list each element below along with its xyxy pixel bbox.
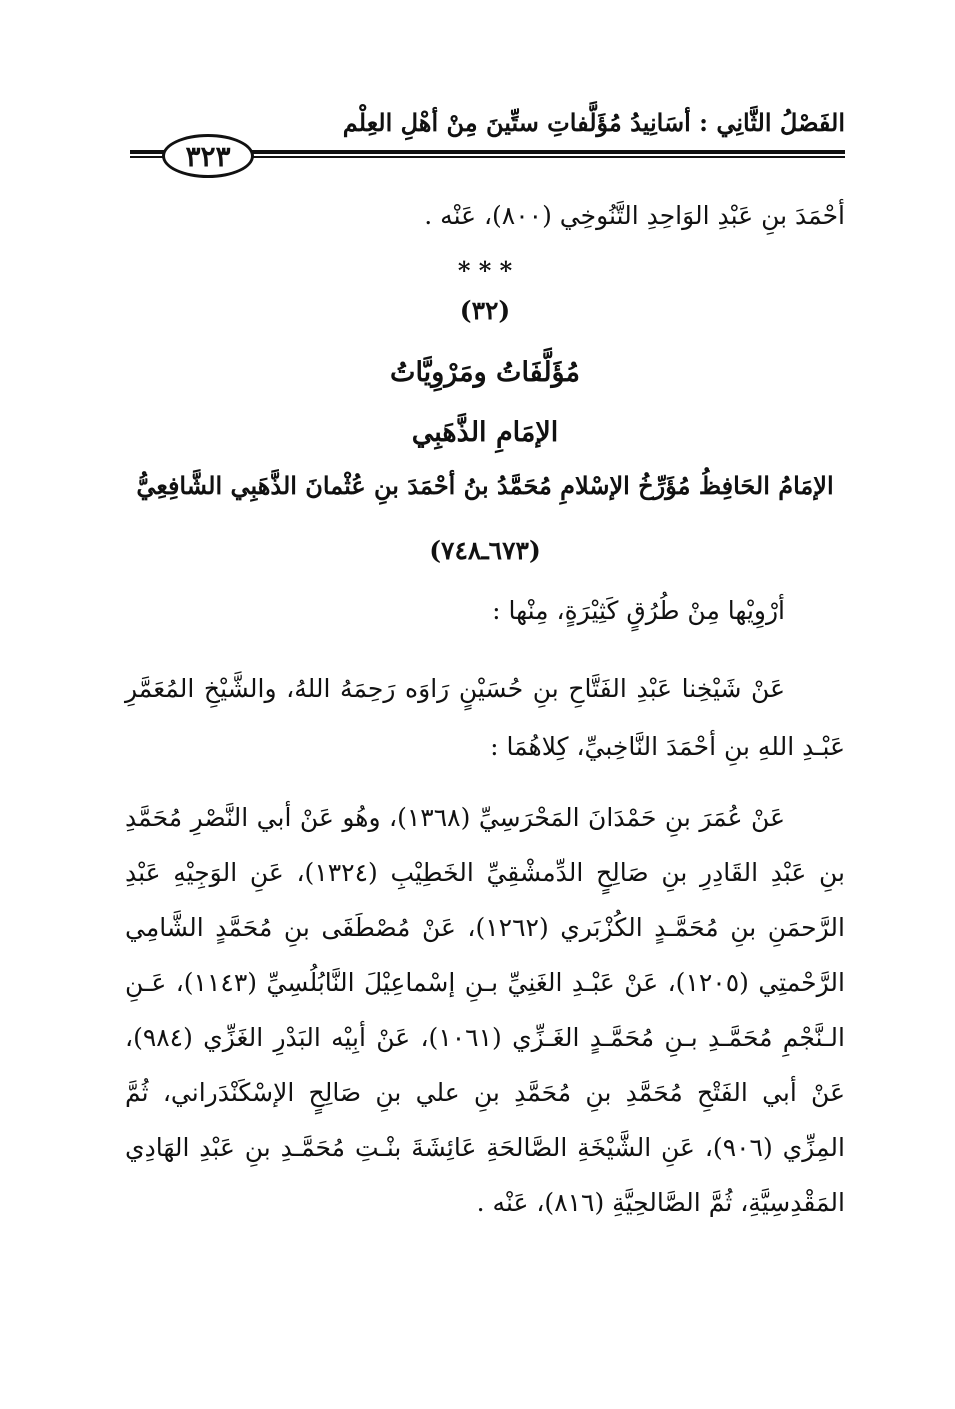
section-number: (٣٢) — [459, 296, 511, 325]
dates: (٦٧٣ـ٧٤٨) — [429, 536, 541, 565]
intro-line — [125, 595, 845, 628]
separator: * * * — [457, 256, 513, 285]
section-title-line1: مُؤَلَّفَاتُ ومَرْوِيَّاتُ — [390, 357, 580, 388]
intro-text: أرْوِيْها مِنْ طُرُقٍ كَثِيْرَةٍ، مِنْها : — [492, 596, 785, 625]
paragraph-1: عَنْ شَيْخِنا عَبْدِ الفَتَّاحِ بنِ حُسَيْنٍ رَاوَه رَحِمَهُ اللهُ، والشَّيْخِ المُعَمَّرِ عَبْـدِ اللهِ بنِ أحْمَدَ النَّاخِبيِّ، كِلاهُمَا : — [125, 674, 845, 761]
paragraph-2: عَنْ عُمَرَ بنِ حَمْدَانَ المَحْرَسِيِّ (١٣٦٨)، وهُو عَنْ أبي النَّصْرِ مُحَمَّدِ بنِ عَبْدِ القَادِرِ بنِ صَالِحٍ الدِّمشْقِيِّ الخَطِيْبِ (١٣٢٤)، عَنِ الوَجِيْهِ عَبْدِ الرَّحمَنِ بنِ مُحَمَّـدٍ الكُزْبَري (١٢٦٢)، عَنْ مُصْطَفَى بنِ مُحَمَّدٍ الشَّامِي الرَّحْمتِي (١٢٠٥)، عَنْ عَبْـدِ الغَنِيِّ بـنِ إسْماعِيْلَ النَّابُلُسِيِّ (١١٤٣)، عَـنِ الـنَّجْمِ مُحَمَّـدِ بـنِ مُحَمَّـدٍ الغَـزِّي (١٠٦١)، عَنْ أبِيْه البَدْرِ الغَزِّي (٩٨٤)، عَنْ أبي الفَتْحِ مُحَمَّدِ بنِ مُحَمَّدِ بنِ علي بنِ صَالِحٍ الإسْكَنْدَراني، ثُمَّ المِزِّي (٩٠٦)، عَنِ الشَّيْخَةِ الصَّالحَةِ عَائِشَةَ بنْـتِ مُحَمَّـدِ بنِ عَبْدِ الهَادِي المَقْدِسِيَّةِ، ثُمَّ الصَّالحِيَّةِ (٨١٦)، عَنْه . — [125, 803, 845, 1217]
running-title: الفَصْلُ الثَّانِي : أسَانِيدُ مُؤَلَّفاتِ ستِّينَ مِنْ أهْلِ العِلْم — [342, 108, 845, 137]
page-header — [130, 98, 845, 188]
page-number: ٣٢٣ — [162, 134, 254, 178]
first-line: أحْمَدَ بنِ عَبْدِ الوَاحِدِ التَّنُوخِي (٨٠٠)، عَنْه . — [424, 201, 845, 230]
section-title-line2: الإمَامِ الذَّهَبِي — [411, 417, 559, 448]
full-name: الإمَامُ الحَافِظُ مُؤَرِّخُ الإسْلامِ مُحَمَّدُ بنُ أحْمَدَ بنِ عُثْمانَ الذَّهَبِي الشَّافِعِيُّ — [136, 471, 834, 500]
